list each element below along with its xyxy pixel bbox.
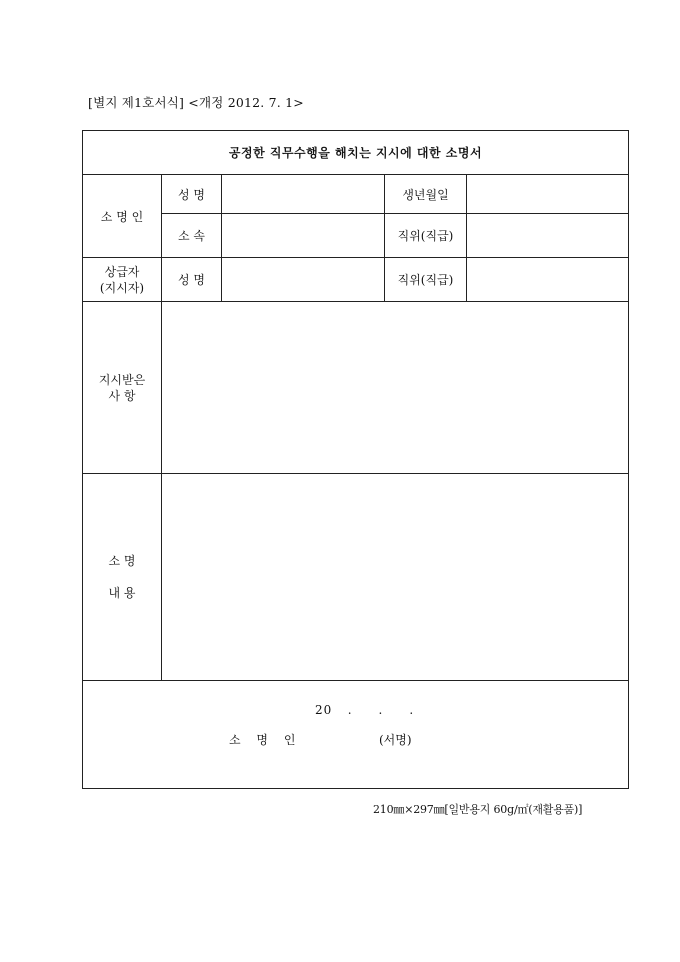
birth-date-field[interactable] [467, 175, 629, 214]
statement-person-label: 소 명 인 [83, 175, 162, 258]
signature-section [83, 681, 629, 789]
position-label: 직위(직급) [385, 214, 467, 258]
instruction-label-line1: 지시받은 [98, 372, 146, 387]
affiliation-field[interactable] [222, 214, 385, 258]
superior-name-label: 성 명 [162, 258, 222, 302]
form-title: 공정한 직무수행을 해치는 지시에 대한 소명서 [83, 131, 629, 175]
signature-mark[interactable]: (서명) [379, 733, 412, 747]
statement-content-label-line2: 내 용 [108, 586, 136, 600]
superior-label-line1: 상급자 [104, 264, 140, 279]
superior-position-field[interactable] [467, 258, 629, 302]
signature-date[interactable] [315, 703, 425, 717]
form-reference: [별지 제1호서식] <개정 2012. 7. 1> [88, 95, 304, 110]
name-label: 성 명 [162, 175, 222, 214]
statement-person-name-field[interactable] [222, 175, 385, 214]
superior-label [83, 258, 162, 302]
position-field[interactable] [467, 214, 629, 258]
signer-label: 소 명 인 [229, 733, 302, 747]
statement-content-field[interactable] [162, 474, 629, 681]
signer-line [229, 731, 412, 748]
statement-content-label [83, 474, 162, 681]
year-prefix: 20 [315, 703, 333, 717]
superior-position-label: 직위(직급) [385, 258, 467, 302]
date-dot-day: . [409, 703, 415, 717]
superior-name-field[interactable] [222, 258, 385, 302]
date-dot-month: . [378, 703, 384, 717]
statement-content-label-line1: 소 명 [108, 554, 136, 568]
affiliation-label: 소 속 [162, 214, 222, 258]
instruction-label [83, 302, 162, 474]
paper-spec: 210㎜×297㎜[일반용지 60g/㎡(재활용품)] [373, 803, 583, 816]
instruction-label-line2: 사 항 [108, 388, 136, 403]
date-dot-year: . [347, 703, 353, 717]
birth-date-label: 생년월일 [385, 175, 467, 214]
instruction-field[interactable] [162, 302, 629, 474]
superior-label-line2: (지시자) [99, 280, 145, 295]
statement-form [82, 130, 629, 789]
